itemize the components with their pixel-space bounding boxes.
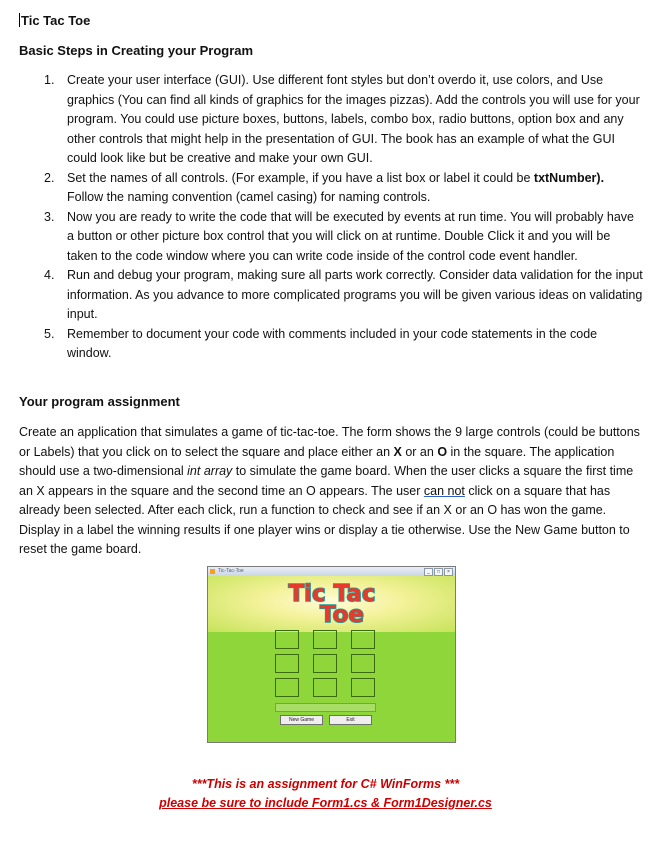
note-line-2: please be sure to include Form1.cs & Form1Designer.cs (159, 796, 492, 810)
board-cell[interactable] (313, 678, 337, 697)
para-bold-x: X (393, 444, 402, 459)
logo-line2: Toe (319, 602, 365, 628)
text-cursor (19, 13, 20, 27)
section-heading-assignment: Your program assignment (19, 394, 180, 409)
para-text: click on a square that has already been selected. After each click, run a function to check and see if an X or an O has won the game. Display in a label the winning results if one player wins or display a tie otherwise. Use the New Game button to reset the game board. (19, 483, 630, 556)
step-item (0, 325, 651, 364)
step-bold-text: txtNumber). (533, 170, 605, 185)
document-title (19, 13, 90, 28)
step-text: Now you are ready to write the code that will be executed by events at run time. You will probably have a button or other picture box control that you will click on at runtime. Double Click it and you will be taken to the code window where you can write code inside of the control code event handler. (67, 209, 634, 263)
board-cell[interactable] (275, 654, 299, 673)
result-label (275, 703, 376, 712)
logo-banner (208, 576, 455, 632)
step-item (0, 71, 651, 169)
step-text: Remember to document your code with comments included in your code statements in the code window. (67, 326, 598, 360)
step-item (0, 169, 651, 208)
maximize-icon[interactable]: □ (434, 568, 443, 576)
step-number: 1. (44, 73, 55, 87)
board-cell[interactable] (351, 654, 375, 673)
step-number: 3. (44, 209, 55, 224)
board-cell[interactable] (275, 630, 299, 649)
step-text: Run and debug your program, making sure all parts work correctly. Consider data validation for the input information. As you advance to more complicated programs you will be given various ideas on validating input. (67, 268, 643, 321)
section-heading-basic-steps: Basic Steps in Creating your Program (19, 43, 254, 58)
para-text: to simulate the game board. When the user clicks a square the first time an X appears in the square and the second time an O appears. The user (19, 464, 634, 498)
step-number: 5. (44, 326, 55, 341)
app-icon (210, 569, 215, 574)
step-item (0, 208, 651, 267)
para-spellcheck-underline: can not (423, 483, 465, 498)
step-text: Follow the naming convention (camel casing) for naming controls. (67, 190, 431, 204)
window-controls (423, 568, 453, 575)
new-game-button[interactable]: New Game (280, 715, 323, 725)
board-cell[interactable] (313, 630, 337, 649)
step-text: Create your user interface (GUI). Use different font styles but don’t overdo it, use colors, and Use graphics (You can find all kinds of graphics for the images pizzas). Add the controls you will use for your program. You could use picture boxes, buttons, labels, combo box, radio buttons, option box and any other controls that might help in the presentation of GUI. The book has an example of what the GUI could look like but be creative and make your own GUI. (67, 73, 640, 165)
note-line-1: ***This is an assignment for C# WinForms *** (191, 777, 460, 791)
step-number: 2. (44, 170, 55, 185)
step-text: Set the names of all controls. (For example, if you have a list box or label it could be (67, 170, 534, 185)
board-cell[interactable] (275, 678, 299, 697)
para-text: Create an application that simulates a game of tic-tac-toe. The form shows the 9 large controls (could be buttons or Labels) that you click on to select the square and place either an (19, 425, 640, 459)
logo-graphic (208, 576, 456, 632)
step-number: 4. (44, 268, 55, 282)
para-italic-int-array: int array (187, 464, 233, 478)
board-cell[interactable] (313, 654, 337, 673)
title-text: Tic Tac Toe (21, 13, 91, 28)
steps-list (0, 71, 651, 364)
step-item (0, 266, 651, 325)
para-text: or an (401, 444, 438, 459)
para-bold-o: O (437, 444, 448, 459)
close-icon[interactable]: × (444, 568, 453, 576)
board-cell[interactable] (351, 678, 375, 697)
app-window-title: Tic-Tac-Toe (218, 568, 244, 574)
logo-line1: Tic Tac (288, 581, 376, 607)
board-cell[interactable] (351, 630, 375, 649)
exit-button[interactable]: Exit (329, 715, 372, 725)
para-text: in the square. The application should use a two-dimensional (19, 444, 615, 478)
assignment-paragraph (19, 423, 641, 560)
minimize-icon[interactable]: _ (424, 568, 433, 576)
app-titlebar (208, 567, 455, 576)
app-screenshot (207, 566, 456, 743)
